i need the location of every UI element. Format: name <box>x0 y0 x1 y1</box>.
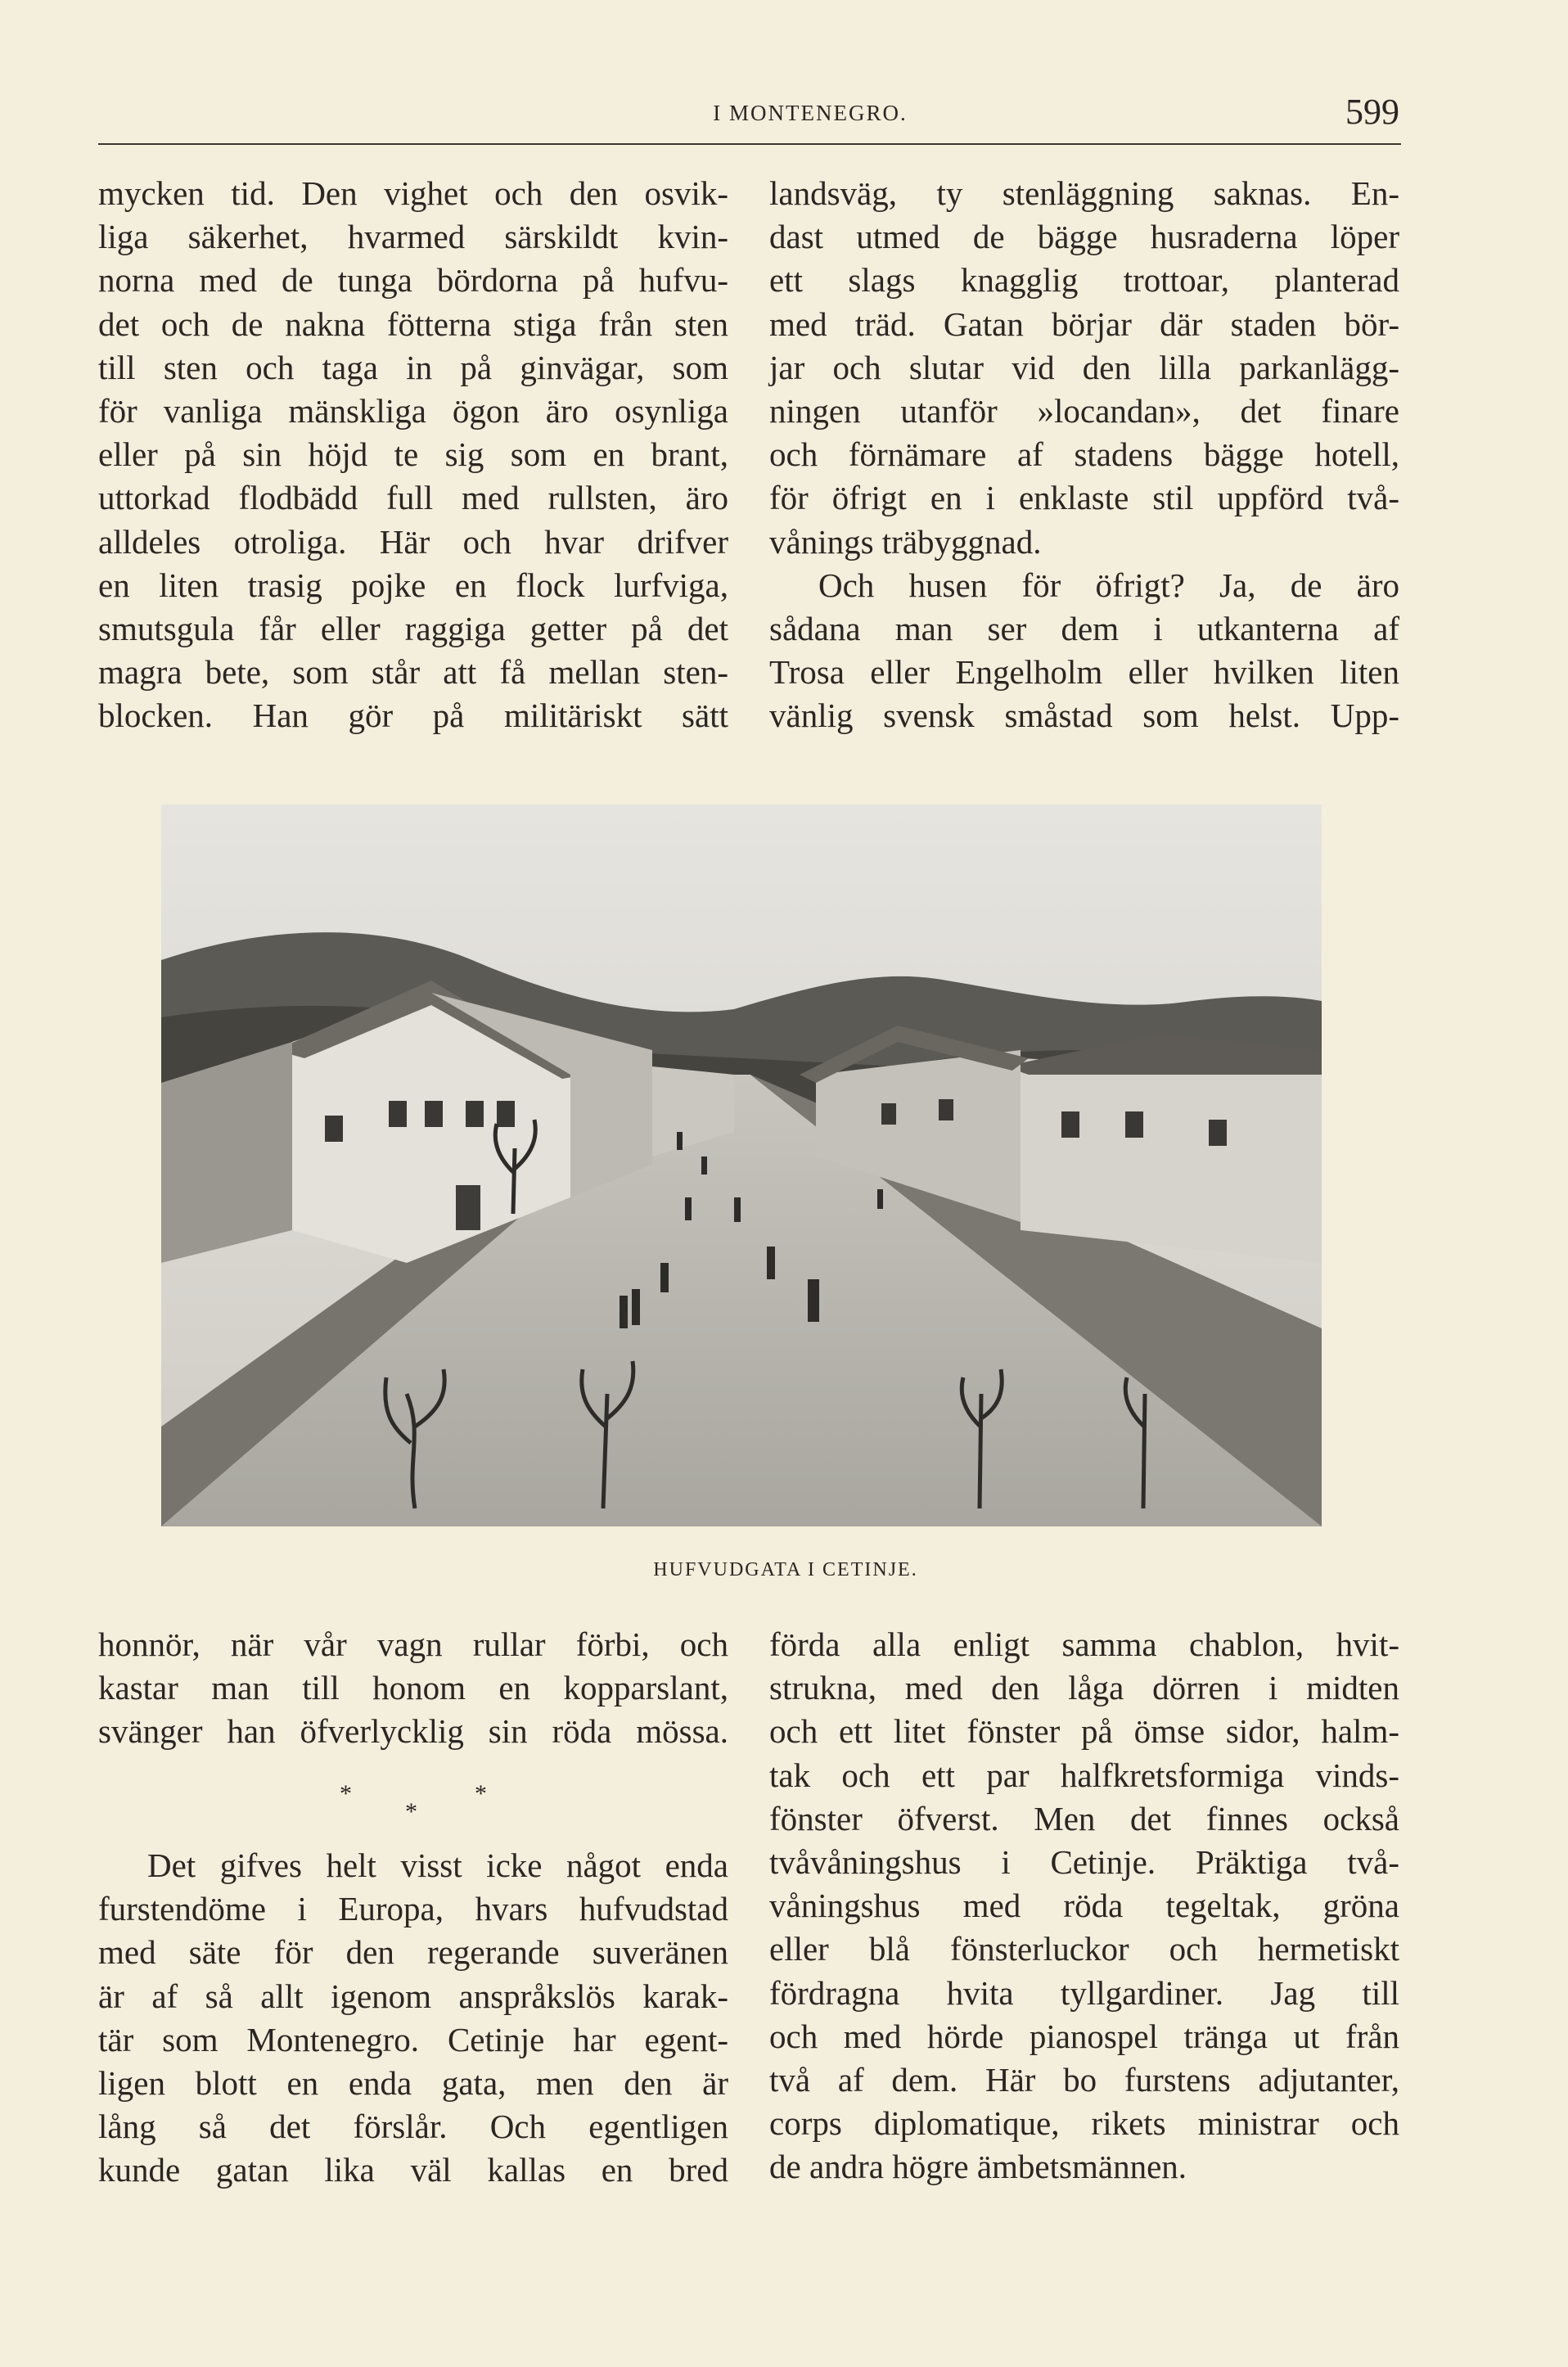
text-line: magra bete, som står att få mellan sten- <box>98 653 728 692</box>
separator-star: * <box>405 1798 417 1825</box>
text-line: norna med de tunga bördorna på hufvu- <box>98 261 728 300</box>
column-top-left <box>98 172 728 738</box>
figure-caption: HUFVUDGATA I CETINJE. <box>653 1559 918 1580</box>
text-line: liga säkerhet, hvarmed särskildt kvin- <box>98 218 728 256</box>
text-line: med säte för den regerande suveränen <box>98 1933 728 1972</box>
text-line: de andra högre ämbetsmännen. <box>769 2148 1187 2186</box>
text-line: furstendöme i Europa, hvars hufvudstad <box>98 1890 728 1928</box>
text-line: landsväg, ty stenläggning saknas. En- <box>769 174 1399 212</box>
text-line: smutsgula får eller raggiga getter på det <box>98 610 728 648</box>
text-line: fönster öfverst. Men det finnes också <box>769 1799 1399 1837</box>
text-line: vånings träbyggnad. <box>769 522 1042 561</box>
text-line: Och husen för öfrigt? Ja, de äro <box>818 566 1399 604</box>
text-line: alldeles otroliga. Här och hvar drifver <box>98 522 728 561</box>
separator-star: * <box>475 1780 487 1807</box>
text-line: eller på sin höjd te sig som en brant, <box>98 435 728 474</box>
street-photograph <box>161 805 1322 1526</box>
text-line: eller blå fönsterluckor och hermetiskt <box>769 1930 1399 1968</box>
text-line: för öfrigt en i enklaste stil uppförd två- <box>769 479 1399 517</box>
text-line: till sten och taga in på ginvägar, som <box>98 348 728 386</box>
text-line: corps diplomatique, rikets ministrar och <box>769 2104 1399 2143</box>
text-line: honnör, när vår vagn rullar förbi, och <box>98 1625 728 1663</box>
text-line: kunde gatan lika väl kallas en bred <box>98 2151 728 2189</box>
running-head: I MONTENEGRO. <box>713 101 908 125</box>
text-line: sådana man ser dem i utkanterna af <box>769 610 1399 648</box>
text-line: lång så det förslår. Och egentligen <box>98 2108 728 2146</box>
section-separator <box>98 1780 728 1829</box>
text-line: våningshus med röda tegeltak, gröna <box>769 1887 1399 1925</box>
text-line: Trosa eller Engelholm eller hvilken liten <box>769 653 1399 692</box>
text-line: för vanliga mänskliga ögon äro osynliga <box>98 392 728 431</box>
text-line: uttorkad flodbädd full med rullsten, äro <box>98 479 728 517</box>
page-header <box>98 92 1399 146</box>
text-line: och förnämare af stadens bägge hotell, <box>769 435 1399 474</box>
text-line: jar och slutar vid den lilla parkanlägg- <box>769 348 1399 386</box>
text-line: en liten trasig pojke en flock lurfviga, <box>98 566 728 604</box>
text-line: svänger han öfverlycklig sin röda mössa. <box>98 1712 728 1751</box>
text-line: mycken tid. Den vighet och den osvik- <box>98 174 728 212</box>
text-line: det och de nakna fötterna stiga från sten <box>98 304 728 343</box>
text-line: kastar man till honom en kopparslant, <box>98 1669 728 1707</box>
text-line: med träd. Gatan börjar där staden bör- <box>769 304 1399 343</box>
column-bottom-right <box>769 1623 1399 2189</box>
page-number: 599 <box>1345 92 1399 132</box>
text-line: vänlig svensk småstad som helst. Upp- <box>769 697 1399 735</box>
separator-star: * <box>340 1780 352 1807</box>
column-top-right <box>769 172 1399 738</box>
text-line: ett slags knagglig trottoar, planterad <box>769 261 1399 300</box>
text-line: strukna, med den låga dörren i midten <box>769 1669 1399 1707</box>
text-line: och ett litet fönster på ömse sidor, halm- <box>769 1712 1399 1751</box>
text-line: dast utmed de bägge husraderna löper <box>769 218 1399 256</box>
street-scene-illustration <box>161 805 1322 1526</box>
text-line: förda alla enligt samma chablon, hvit- <box>769 1625 1399 1663</box>
text-line: fördragna hvita tyllgardiner. Jag till <box>769 1973 1399 2012</box>
text-line: två af dem. Här bo furstens adjutanter, <box>769 2061 1399 2099</box>
text-line: Det gifves helt visst icke något enda <box>147 1846 728 1884</box>
text-line: blocken. Han gör på militäriskt sätt <box>98 697 728 735</box>
text-line: tär som Montenegro. Cetinje har egent- <box>98 2020 728 2058</box>
text-line: och med hörde pianospel tränga ut från <box>769 2017 1399 2055</box>
column-bottom-left <box>98 1623 728 1754</box>
text-line: ligen blott en enda gata, men den är <box>98 2064 728 2103</box>
text-line: tvåvåningshus i Cetinje. Präktiga två- <box>769 1843 1399 1882</box>
text-line: tak och ett par halfkretsformiga vinds- <box>769 1756 1399 1794</box>
header-rule <box>98 143 1401 145</box>
column-bottom-left-paragraph <box>98 1844 728 2193</box>
text-line: ningen utanför »locandan», det finare <box>769 392 1399 431</box>
text-line: är af så allt igenom anspråkslös karak- <box>98 1977 728 2015</box>
